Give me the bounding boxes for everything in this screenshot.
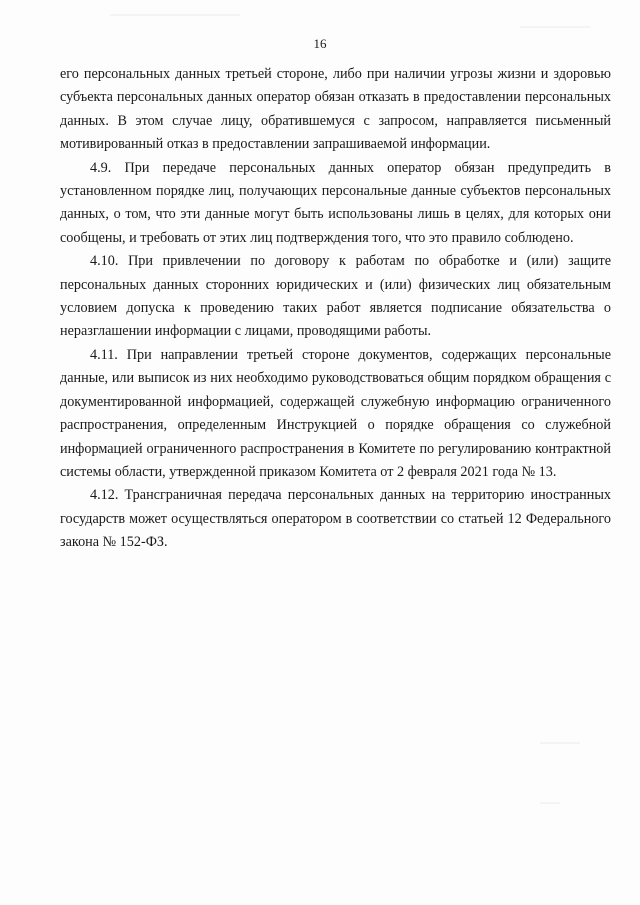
- paragraph-4-11: 4.11. При направлении третьей стороне документов, содержащих персональные данные, или выписок из них необходимо руководствоваться общим порядком обращения с документированной информацией, содержащей служебную информацию ограниченного распространения, определенным Инструкцией о порядке обращения со служебной информацией ограниченного распространения в Комитете по регулированию контрактной системы области, утвержденной приказом Комитета от 2 февраля 2021 года № 13.: [60, 346, 611, 480]
- scan-artifact: [520, 26, 590, 28]
- paragraph-continuation: его персональных данных третьей стороне, либо при наличии угрозы жизни и здоровью субъекта персональных данных оператор обязан отказать в предоставлении персональных данных. В этом случае лицу, обратившемуся с запросом, направляется письменный мотивированный отказ в предоставлении запрашиваемой информации.: [60, 66, 611, 153]
- paragraph-4-9: 4.9. При передаче персональных данных оператор обязан предупредить в установленном порядке лиц, получающих персональные данные субъектов персональных данных, о том, что эти данные могут быть использованы лишь в целях, для которых они сообщены, и требовать от этих лиц подтверждения того, что это правило соблюдено.: [60, 159, 611, 246]
- scan-artifact: [540, 742, 580, 744]
- page-number: 16: [313, 36, 327, 51]
- scan-artifact: [110, 14, 240, 16]
- document-body: [60, 63, 611, 555]
- paragraph-4-10: 4.10. При привлечении по договору к работам по обработке и (или) защите персональных данных сторонних юридических и (или) физических лиц обязательным условием допуска к проведению таких работ является подписание обязательства о неразглашении информации с лицами, проводящими работы.: [60, 253, 611, 340]
- paragraph-4-12: 4.12. Трансграничная передача персональных данных на территорию иностранных государств может осуществляться оператором в соответствии со статьей 12 Федерального закона № 152-ФЗ.: [60, 487, 611, 551]
- scan-artifact: [540, 802, 560, 804]
